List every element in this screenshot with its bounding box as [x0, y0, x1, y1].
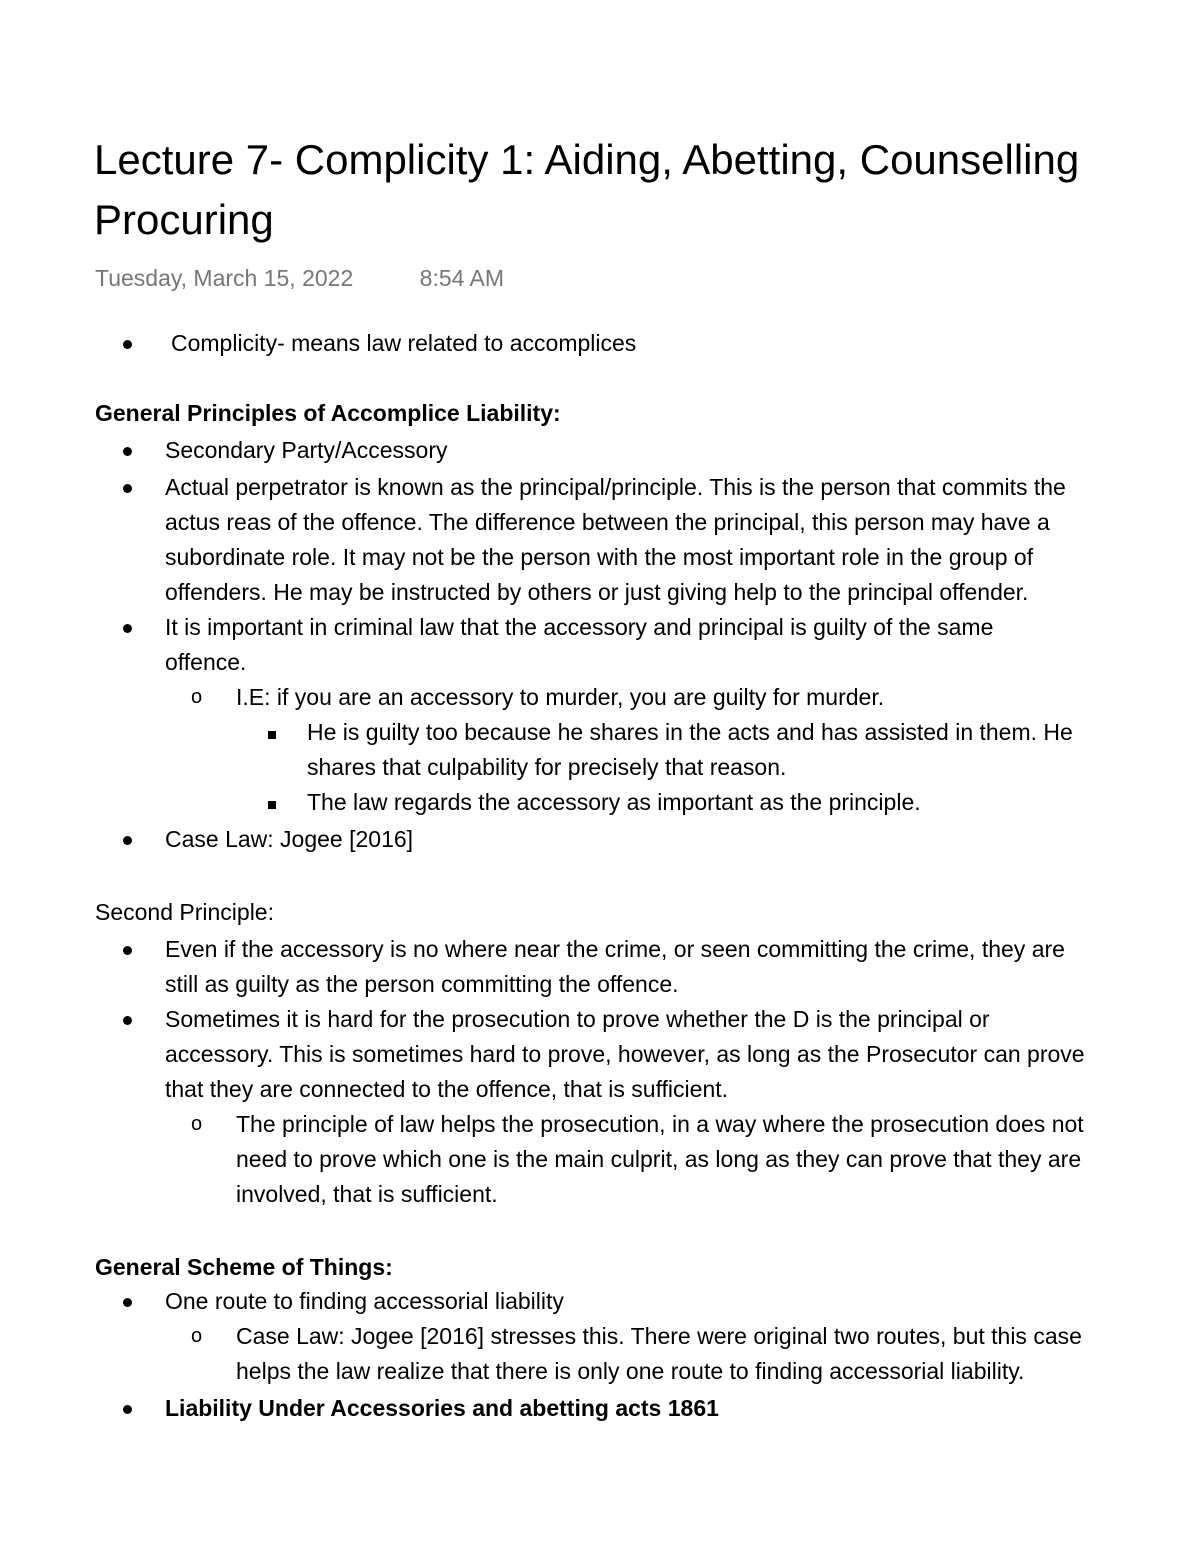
note-date: Tuesday, March 15, 2022	[95, 265, 354, 291]
page-title	[94, 130, 1200, 250]
list-item: One route to finding accessorial liability	[165, 1288, 564, 1314]
sub-sub-list-item-line: He is guilty too because he shares in the acts and has assisted in them. He	[307, 719, 1073, 745]
list-item-line: that they are connected to the offence, that is sufficient.	[165, 1076, 729, 1102]
list-item-line: accessory. This is sometimes hard to prove, however, as long as the Prosecutor can prove	[165, 1041, 1085, 1067]
list-item: Secondary Party/Accessory	[165, 437, 448, 463]
bullet-square-icon	[268, 731, 276, 739]
bullet-circle-icon: o	[191, 686, 203, 708]
sub-list-item-line: The principle of law helps the prosecution, in a way where the prosecution does not	[236, 1111, 1084, 1137]
bullet-disc-icon	[123, 340, 132, 349]
list-item-line: still as guilty as the person committing the offence.	[165, 971, 679, 997]
title-line-1: Lecture 7- Complicity 1: Aiding, Abetting, Counselling	[94, 136, 1080, 183]
list-item-line: Sometimes it is hard for the prosecution to prove whether the D is the principal or	[165, 1006, 990, 1032]
list-item-line: Actual perpetrator is known as the principal/principle. This is the person that commits the	[165, 474, 1066, 500]
sub-list-item-line: involved, that is sufficient.	[236, 1181, 498, 1207]
intro-bullet-text: Complicity- means law related to accomplices	[171, 330, 637, 356]
list-item-line: Even if the accessory is no where near the crime, or seen committing the crime, they are	[165, 936, 1065, 962]
bullet-disc-icon	[123, 624, 132, 633]
section-heading-second-principle: Second Principle:	[95, 899, 274, 925]
section-heading-general-scheme: General Scheme of Things:	[95, 1254, 393, 1280]
sub-list-item-line: Case Law: Jogee [2016] stresses this. There were original two routes, but this case	[236, 1323, 1082, 1349]
bullet-disc-icon	[123, 1405, 132, 1414]
list-item-line: actus reas of the offence. The difference between the principal, this person may have a	[165, 509, 1050, 535]
bullet-disc-icon	[123, 836, 132, 845]
section-heading-general-principles: General Principles of Accomplice Liability:	[95, 400, 561, 426]
bullet-square-icon	[268, 801, 276, 809]
sub-list-item-line: need to prove which one is the main culprit, as long as they can prove that they are	[236, 1146, 1082, 1172]
note-time: 8:54 AM	[419, 265, 505, 291]
title-line-2: Procuring	[94, 196, 274, 243]
bullet-disc-icon	[123, 1016, 132, 1025]
bullet-disc-icon	[123, 946, 132, 955]
list-item-line: offence.	[165, 649, 247, 675]
bullet-circle-icon: o	[191, 1325, 203, 1347]
list-item-line: It is important in criminal law that the accessory and principal is guilty of the same	[165, 614, 994, 640]
sub-sub-list-item-line: shares that culpability for precisely that reason.	[307, 754, 787, 780]
bullet-circle-icon: o	[191, 1113, 203, 1135]
list-item-line: offenders. He may be instructed by others or just giving help to the principal offender.	[165, 579, 1029, 605]
list-item: Liability Under Accessories and abetting acts 1861	[165, 1395, 719, 1421]
note-timestamp	[95, 262, 504, 294]
bullet-disc-icon	[123, 1298, 132, 1307]
bullet-disc-icon	[123, 447, 132, 456]
bullet-disc-icon	[123, 484, 132, 493]
list-item-line: subordinate role. It may not be the person with the most important role in the group of	[165, 544, 1034, 570]
sub-list-item: I.E: if you are an accessory to murder, you are guilty for murder.	[236, 684, 885, 710]
sub-list-item-line: helps the law realize that there is only one route to finding accessorial liability.	[236, 1358, 1025, 1384]
list-item: Case Law: Jogee [2016]	[165, 826, 414, 852]
sub-sub-list-item: The law regards the accessory as important as the principle.	[307, 789, 921, 815]
